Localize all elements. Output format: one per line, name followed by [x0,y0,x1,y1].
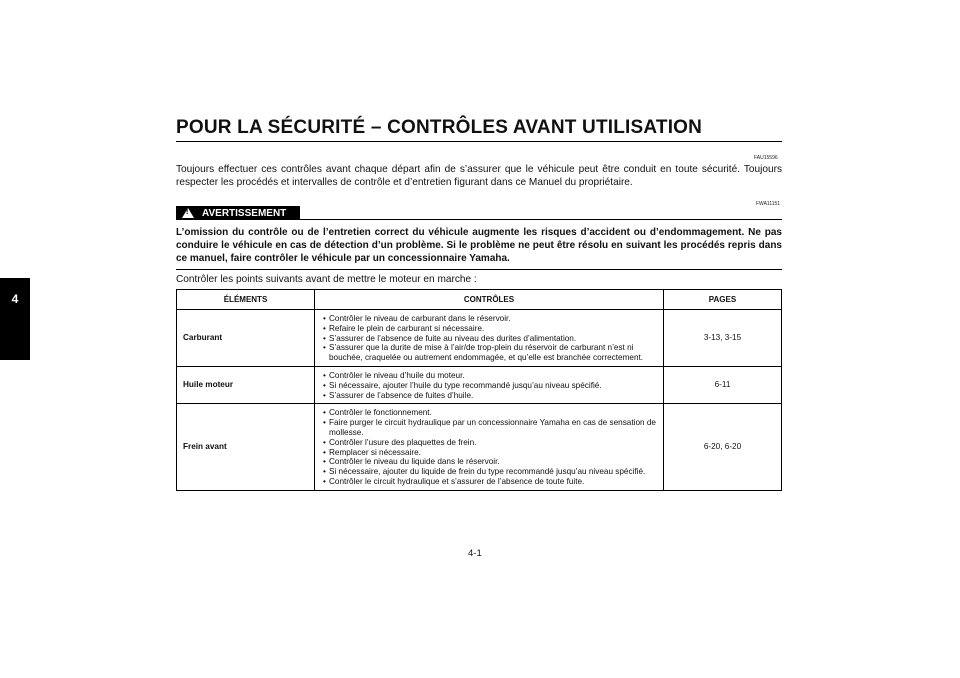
chapter-tab: 4 [0,278,30,360]
row-element: Huile moteur [177,366,315,403]
row-checks [315,404,664,490]
row-checks [315,310,664,367]
check-item: • Si nécessaire, ajouter l’huile du type recommandé jusqu’au niveau spécifié. [321,381,659,391]
table-row [177,310,782,367]
warning-bottom-rule [176,269,782,270]
table-row [177,404,782,490]
row-pages: 6-20, 6-20 [664,404,782,490]
header-controls: CONTRÔLES [315,290,664,310]
checklist-lead: Contrôler les points suivants avant de mettre le moteur en marche : [176,274,477,285]
check-item: • S’assurer que la durite de mise à l’air/de trop-plein du réservoir de carburant n’est ni bouchée, craquelée ou autrement endommagée, et qu’elle est branchée correctement. [321,343,659,363]
row-checks [315,366,664,403]
warning-triangle-icon: ! [182,208,194,218]
warning-code: FWA11151 [756,201,781,207]
check-item: • Contrôler le niveau d’huile du moteur. [321,371,659,381]
row-element: Carburant [177,310,315,367]
check-item: • Remplacer si nécessaire. [321,448,659,458]
check-item: • Contrôler le fonctionnement. [321,408,659,418]
check-item: • Contrôler le niveau de carburant dans le réservoir. [321,314,659,324]
row-pages: 3-13, 3-15 [664,310,782,367]
row-element: Frein avant [177,404,315,490]
intro-paragraph: Toujours effectuer ces contrôles avant chaque départ afin de s’assurer que le véhicule peut être conduit en toute sécurité. Toujours respecter les procédés et intervalles de contrôle et d’entretien figurant dans ce Manuel du propriétaire. [176,164,782,188]
check-item: • Si nécessaire, ajouter du liquide de frein du type recommandé jusqu’au niveau spécifié. [321,467,659,477]
section-code: FAU15596 [754,155,778,161]
checks-table [176,289,782,491]
warning-text: L’omission du contrôle ou de l’entretien correct du véhicule augmente les risques d’accident ou d’endommagement. Ne pas conduire le véhicule en cas de détection d’un problème. Si le problème ne peut être résolu en suivant les procédés repris dans ce manuel, faire contrôler le véhicule par un concessionnaire Yamaha. [176,227,782,264]
page-number: 4-1 [468,548,482,559]
check-item: • Contrôler le circuit hydraulique et s’assurer de l’absence de toute fuite. [321,477,659,487]
warning-label: AVERTISSEMENT [202,207,287,219]
check-item: • S’assurer de l’absence de fuite au niveau des durites d’alimentation. [321,334,659,344]
table-row [177,366,782,403]
warning-top-rule [300,219,782,220]
page-title: POUR LA SÉCURITÉ – CONTRÔLES AVANT UTILISATION [176,117,703,138]
table-header-row [177,290,782,310]
header-pages: PAGES [664,290,782,310]
title-divider [176,141,782,142]
header-elements: ÉLÉMENTS [177,290,315,310]
check-item: • Faire purger le circuit hydraulique par un concessionnaire Yamaha en cas de sensation de mollesse. [321,418,659,438]
warning-badge [176,206,300,220]
check-item: • Contrôler l’usure des plaquettes de frein. [321,438,659,448]
check-item: • Contrôler le niveau du liquide dans le réservoir. [321,457,659,467]
check-item: • S’assurer de l’absence de fuites d’huile. [321,391,659,401]
check-item: • Refaire le plein de carburant si nécessaire. [321,324,659,334]
row-pages: 6-11 [664,366,782,403]
